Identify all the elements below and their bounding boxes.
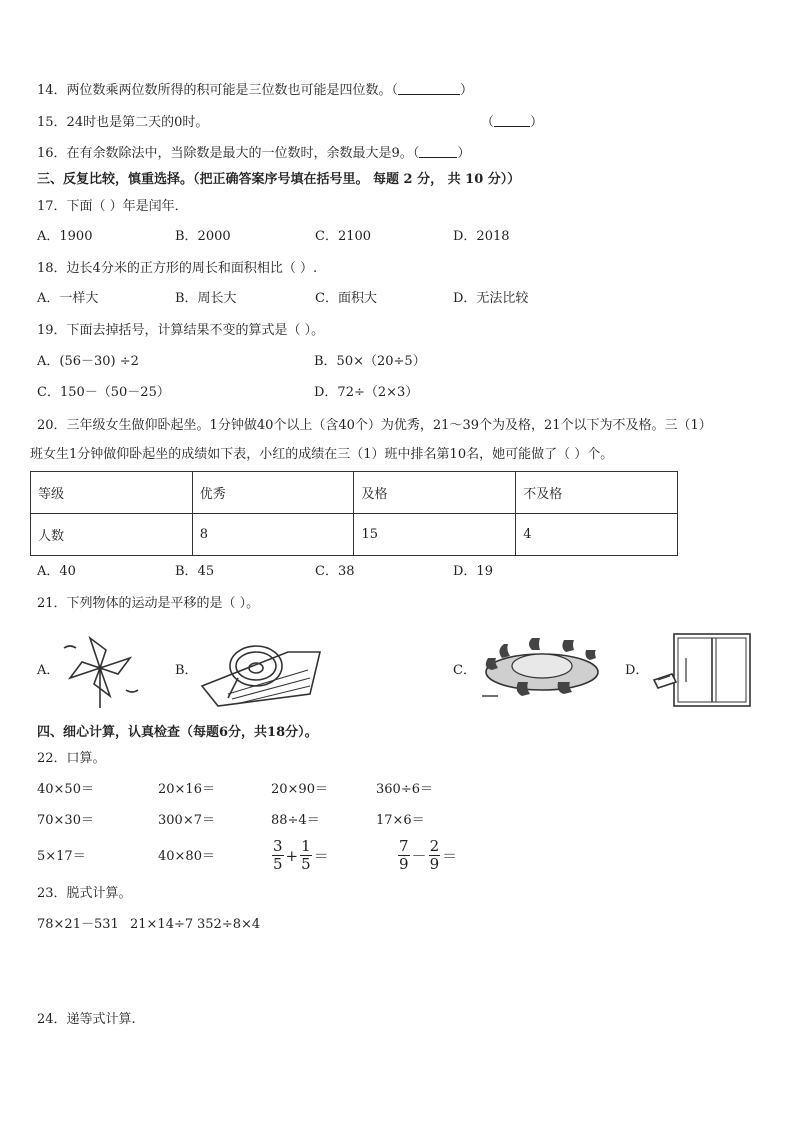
table-cell: 不及格: [516, 472, 678, 514]
table-cell: 8: [192, 514, 354, 556]
oral-calc-item: 88÷4＝: [271, 813, 320, 828]
answer-blank-14[interactable]: [398, 82, 460, 95]
step-calc-item: 21×14÷7: [130, 917, 194, 932]
q20-option-c[interactable]: C．38: [315, 564, 355, 579]
section-4-heading: 四、细心计算，认真检查（每题6分，共18分）。: [37, 725, 318, 740]
q19-option-d[interactable]: D．72÷（2×3）: [314, 385, 419, 400]
oral-calc-item: 360÷6＝: [376, 782, 433, 797]
question-23: 23．脱式计算。: [37, 886, 132, 901]
sliding-window-icon: [650, 628, 754, 710]
question-14: 14．两位数乘两位数所得的积可能是三位数也可能是四位数。（ ）: [37, 83, 474, 98]
question-18: 18．边长4分米的正方形的周长和面积相比（ ）.: [37, 261, 318, 276]
q19-option-a[interactable]: A．(56－30) ÷2: [37, 354, 139, 369]
q18-option-c[interactable]: C．面积大: [315, 291, 377, 306]
carousel-icon: [478, 636, 606, 702]
oral-calc-item: 17×6＝: [376, 813, 425, 828]
fraction-expression-1: $\frac{3}{5}$ + $\frac{1}{5}$ ＝: [273, 837, 329, 873]
step-calc-item: 352÷8×4: [197, 917, 261, 932]
step-calc-item: 78×21－531: [37, 917, 119, 932]
fraction: $\frac{1}{5}$: [301, 837, 311, 873]
q17-option-b[interactable]: B．2000: [175, 229, 231, 244]
q20-option-b[interactable]: B．45: [175, 564, 215, 579]
oral-calc-item: 40×80＝: [158, 849, 215, 864]
q20-option-d[interactable]: D．19: [453, 564, 493, 579]
question-15-bracket: （ ）: [481, 115, 544, 130]
table-cell: 人数: [31, 514, 193, 556]
table-row: [31, 514, 678, 556]
table-cell: 15: [354, 514, 516, 556]
answer-blank-15[interactable]: [494, 114, 530, 127]
fraction-expression-2: $\frac{7}{9}$ － $\frac{2}{9}$ ＝: [399, 837, 458, 873]
oral-calc-item: 70×30＝: [37, 813, 94, 828]
table-row: [31, 472, 678, 514]
answer-blank-16[interactable]: [419, 145, 457, 158]
oral-calc-item: 300×7＝: [158, 813, 215, 828]
q21-option-c-label[interactable]: C．: [453, 663, 476, 678]
question-24: 24．递等式计算.: [37, 1012, 136, 1027]
question-19: 19．下面去掉括号，计算结果不变的算式是（ ）。: [37, 323, 325, 338]
q19-option-c[interactable]: C．150－（50－25）: [37, 385, 170, 400]
pinwheel-icon: [60, 630, 142, 710]
table-cell: 优秀: [192, 472, 354, 514]
fraction: $\frac{7}{9}$: [399, 837, 409, 873]
question-20-line-2: 班女生1分钟做仰卧起坐的成绩如下表，小红的成绩在三（1）班中排名第10名，她可能做了（ ）个。: [30, 447, 614, 462]
table-cell: 及格: [354, 472, 516, 514]
question-17: 17．下面（ ）年是闰年．: [37, 199, 188, 214]
q19-option-b[interactable]: B．50×（20÷5）: [314, 354, 426, 369]
q21-option-a-label[interactable]: A．: [37, 663, 60, 678]
question-16: 16．在有余数除法中，当除数是最大的一位数时，余数最大是9。（ ）: [37, 146, 471, 161]
q17-option-a[interactable]: A．1900: [37, 229, 93, 244]
q18-option-d[interactable]: D．无法比较: [453, 291, 529, 306]
question-21: 21．下列物体的运动是平移的是（ ）。: [37, 596, 260, 611]
oral-calc-item: 20×16＝: [158, 782, 215, 797]
oral-calc-item: 40×50＝: [37, 782, 94, 797]
question-15: 15．24时也是第二天的0时。: [37, 115, 209, 130]
grade-table: [30, 471, 678, 556]
q17-option-c[interactable]: C．2100: [315, 229, 372, 244]
q21-option-d-label[interactable]: D．: [625, 663, 649, 678]
question-20-line-1: 20．三年级女生做仰卧起坐。1分钟做40个以上（含40个）为优秀，21～39个为及格，21个以下为不及格。三（1）: [37, 418, 712, 433]
q17-option-d[interactable]: D．2018: [453, 229, 510, 244]
q18-option-b[interactable]: B．周长大: [175, 291, 237, 306]
steering-wheel-icon: [198, 636, 322, 708]
fraction: $\frac{3}{5}$: [273, 837, 283, 873]
q18-option-a[interactable]: A．一样大: [37, 291, 99, 306]
table-cell: 等级: [31, 472, 193, 514]
question-22: 22．口算。: [37, 751, 106, 766]
section-3-heading: 三、反复比较，慎重选择。（把正确答案序号填在括号里。 每题 2 分， 共 10 分））: [37, 172, 521, 187]
q21-option-b-label[interactable]: B．: [175, 663, 198, 678]
oral-calc-item: 5×17＝: [37, 849, 86, 864]
q20-option-a[interactable]: A．40: [37, 564, 76, 579]
fraction: $\frac{2}{9}$: [429, 837, 440, 873]
table-cell: 4: [516, 514, 678, 556]
oral-calc-item: 20×90＝: [271, 782, 328, 797]
